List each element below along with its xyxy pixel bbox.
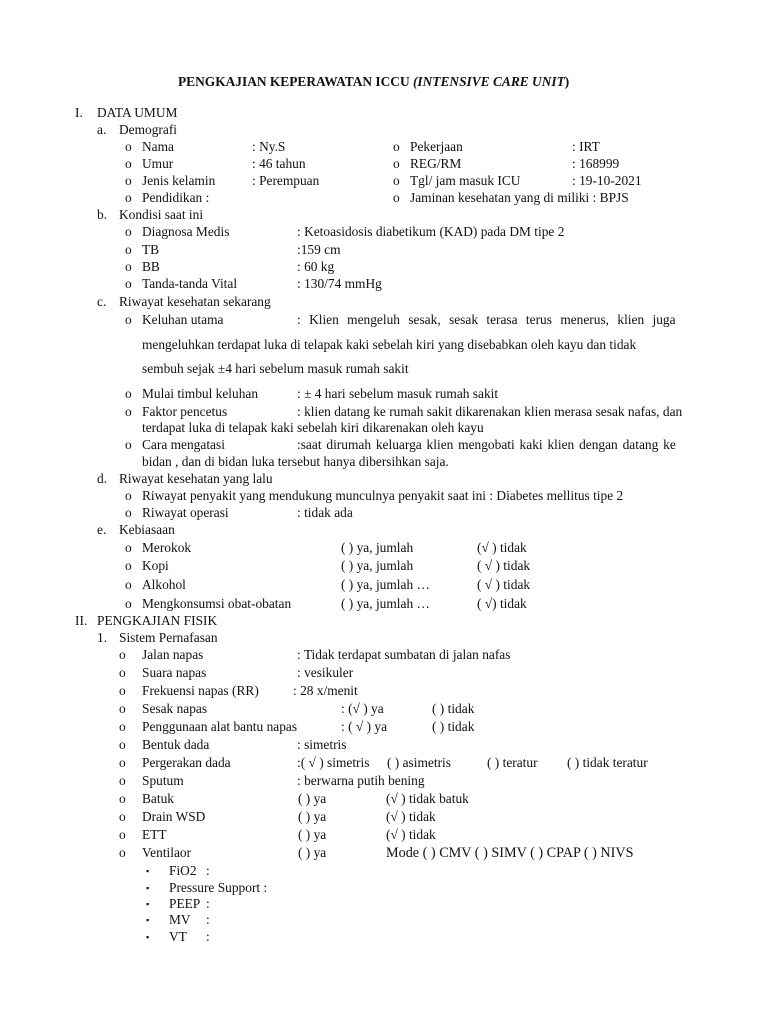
subsection-d-letter: d. — [97, 471, 108, 486]
bullet-circle-icon: o — [125, 259, 132, 274]
section-1-heading: DATA UMUM — [97, 105, 178, 120]
frekuensi-value: : 28 x/menit — [293, 683, 358, 698]
subsection-1-number: 1. — [97, 630, 108, 645]
keluhan-line-2: mengeluhkan terdapat luka di telapak kaki sebelah kiri yang disebabkan oleh kayu dan tidak — [142, 337, 637, 352]
bullet-circle-icon: o — [125, 437, 132, 452]
bullet-circle-icon: o — [119, 719, 126, 734]
bullet-circle-icon: o — [119, 701, 126, 716]
bullet-circle-icon: o — [125, 540, 132, 555]
mv-colon: : — [206, 912, 210, 927]
bb-value: : 60 kg — [297, 259, 335, 274]
drain-wsd-ya: ( ) ya — [298, 809, 327, 824]
diagnosa-value: : Ketoasidosis diabetikum (KAD) pada DM tipe 2 — [297, 224, 565, 239]
bullet-square-icon: ▪ — [146, 883, 150, 893]
pressure-support-label: Pressure Support : — [169, 880, 268, 895]
suara-napas-value: : vesikuler — [297, 665, 354, 680]
bullet-circle-icon: o — [119, 845, 126, 860]
faktor-label: Faktor pencetus — [142, 404, 228, 419]
peep-colon: : — [206, 896, 210, 911]
bullet-circle-icon: o — [125, 139, 132, 154]
bullet-circle-icon: o — [119, 737, 126, 752]
merokok-tidak: (√ ) tidak — [477, 540, 527, 555]
reg-label: REG/RM — [410, 156, 462, 171]
sesak-napas-ya: : (√ ) ya — [341, 701, 384, 716]
operasi-label: Riwayat operasi — [142, 505, 229, 520]
bullet-circle-icon: o — [125, 190, 132, 205]
diagnosa-label: Diagnosa Medis — [142, 224, 230, 239]
sesak-napas-tidak: ( ) tidak — [432, 701, 475, 716]
bullet-circle-icon: o — [393, 139, 400, 154]
fio2-label: FiO2 — [169, 863, 197, 878]
umur-label: Umur — [142, 156, 174, 171]
nama-label: Nama — [142, 139, 174, 154]
alkohol-tidak: ( √ ) tidak — [477, 577, 531, 592]
keluhan-line-1: : Klien mengeluh sesak, sesak terasa terus menerus, klien juga — [297, 312, 676, 327]
kopi-ya: ( ) ya, jumlah — [341, 558, 414, 573]
obat-label: Mengkonsumsi obat-obatan — [142, 596, 292, 611]
section-1-number: I. — [75, 105, 83, 120]
bullet-circle-icon: o — [119, 665, 126, 680]
sputum-label: Sputum — [142, 773, 184, 788]
subsection-b-letter: b. — [97, 207, 108, 222]
alat-bantu-label: Penggunaan alat bantu napas — [142, 719, 298, 734]
kopi-tidak: ( √ ) tidak — [477, 558, 531, 573]
bullet-circle-icon: o — [125, 242, 132, 257]
ventilator-ya: ( ) ya — [298, 845, 327, 860]
bullet-circle-icon: o — [125, 386, 132, 401]
cara-label: Cara mengatasi — [142, 437, 225, 452]
jalan-napas-value: : Tidak terdapat sumbatan di jalan nafas — [297, 647, 511, 662]
sesak-napas-label: Sesak napas — [142, 701, 208, 716]
ett-ya: ( ) ya — [298, 827, 327, 842]
bullet-circle-icon: o — [119, 827, 126, 842]
drain-wsd-tidak: (√ ) tidak — [386, 809, 436, 824]
bullet-circle-icon: o — [125, 558, 132, 573]
subsection-1-heading: Sistem Pernafasan — [119, 630, 218, 645]
vt-colon: : — [206, 929, 210, 944]
operasi-value: : tidak ada — [297, 505, 353, 520]
alkohol-label: Alkohol — [142, 577, 186, 592]
ventilator-mode: Mode ( ) CMV ( ) SIMV ( ) CPAP ( ) NIVS — [386, 845, 634, 861]
drain-wsd-label: Drain WSD — [142, 809, 206, 824]
bullet-circle-icon: o — [119, 647, 126, 662]
pekerjaan-label: Pekerjaan — [410, 139, 463, 154]
mulai-label: Mulai timbul keluhan — [142, 386, 259, 401]
faktor-line-2: terdapat luka di telapak kaki sebelah kiri dikarenakan oleh kayu — [142, 420, 484, 435]
bullet-circle-icon: o — [125, 488, 132, 503]
pergerakan-teratur: ( ) teratur — [487, 755, 538, 770]
bullet-circle-icon: o — [119, 773, 126, 788]
suara-napas-label: Suara napas — [142, 665, 207, 680]
obat-ya: ( ) ya, jumlah … — [341, 596, 430, 611]
frekuensi-label: Frekuensi napas (RR) — [142, 683, 259, 698]
bullet-circle-icon: o — [119, 755, 126, 770]
bullet-circle-icon: o — [393, 156, 400, 171]
bullet-circle-icon: o — [125, 596, 132, 611]
pergerakan-tidak-teratur: ( ) tidak teratur — [567, 755, 648, 770]
ttv-label: Tanda-tanda Vital — [142, 276, 238, 291]
bullet-square-icon: ▪ — [146, 899, 150, 909]
merokok-ya: ( ) ya, jumlah — [341, 540, 414, 555]
vt-label: VT — [169, 929, 187, 944]
sputum-value: : berwarna putih bening — [297, 773, 425, 788]
pergerakan-dada-label: Pergerakan dada — [142, 755, 231, 770]
bentuk-dada-label: Bentuk dada — [142, 737, 210, 752]
pergerakan-simetris: :( √ ) simetris — [297, 755, 370, 770]
alkohol-ya: ( ) ya, jumlah … — [341, 577, 430, 592]
reg-value: : 168999 — [572, 156, 620, 171]
bullet-circle-icon: o — [125, 312, 132, 327]
bb-label: BB — [142, 259, 160, 274]
bullet-circle-icon: o — [125, 156, 132, 171]
keluhan-line-3: sembuh sejak ±4 hari sebelum masuk rumah sakit — [142, 361, 409, 376]
subsection-c-heading: Riwayat kesehatan sekarang — [119, 294, 271, 309]
bullet-circle-icon: o — [393, 173, 400, 188]
tgl-masuk-label: Tgl/ jam masuk ICU — [410, 173, 521, 188]
subsection-b-heading: Kondisi saat ini — [119, 207, 204, 222]
fio2-colon: : — [206, 863, 210, 878]
jalan-napas-label: Jalan napas — [142, 647, 204, 662]
subsection-a-letter: a. — [97, 122, 107, 137]
batuk-tidak: (√ ) tidak batuk — [386, 791, 469, 806]
subsection-d-heading: Riwayat kesehatan yang lalu — [119, 471, 273, 486]
subsection-c-letter: c. — [97, 294, 107, 309]
bullet-circle-icon: o — [119, 791, 126, 806]
jenis-kelamin-label: Jenis kelamin — [142, 173, 216, 188]
ett-label: ETT — [142, 827, 167, 842]
tb-label: TB — [142, 242, 160, 257]
bullet-circle-icon: o — [125, 276, 132, 291]
obat-tidak: ( √) tidak — [477, 596, 527, 611]
nama-value: : Ny.S — [252, 139, 286, 154]
jaminan-label: Jaminan kesehatan yang di miliki : BPJS — [410, 190, 629, 205]
batuk-label: Batuk — [142, 791, 174, 806]
bullet-circle-icon: o — [119, 809, 126, 824]
kopi-label: Kopi — [142, 558, 169, 573]
bullet-circle-icon: o — [119, 683, 126, 698]
alat-bantu-ya: : ( √ ) ya — [341, 719, 388, 734]
cara-line-2: bidan , dan di bidan luka tersebut hanya dibersihkan saja. — [142, 454, 449, 469]
section-2-heading: PENGKAJIAN FISIK — [97, 613, 218, 628]
subsection-e-letter: e. — [97, 522, 107, 537]
tgl-masuk-value: : 19-10-2021 — [572, 173, 642, 188]
subsection-e-heading: Kebiasaan — [119, 522, 175, 537]
faktor-line-1: : klien datang ke rumah sakit dikarenakan klien merasa sesak nafas, dan — [297, 404, 683, 419]
merokok-label: Merokok — [142, 540, 192, 555]
bullet-circle-icon: o — [393, 190, 400, 205]
ventilator-label: Ventilaor — [142, 845, 192, 860]
ttv-value: : 130/74 mmHg — [297, 276, 382, 291]
bentuk-dada-value: : simetris — [297, 737, 347, 752]
bullet-square-icon: ▪ — [146, 915, 150, 925]
pekerjaan-value: : IRT — [572, 139, 600, 154]
jenis-kelamin-value: : Perempuan — [252, 173, 320, 188]
keluhan-label: Keluhan utama — [142, 312, 224, 327]
pendidikan-label: Pendidikan : — [142, 190, 210, 205]
alat-bantu-tidak: ( ) tidak — [432, 719, 475, 734]
riwayat-penyakit-text: Riwayat penyakit yang mendukung munculnya penyakit saat ini : Diabetes mellitus tipe 2 — [142, 488, 624, 503]
ett-tidak: (√ ) tidak — [386, 827, 436, 842]
page-title: PENGKAJIAN KEPERAWATAN ICCU (INTENSIVE CARE UNIT) — [178, 74, 570, 89]
tb-value: :159 cm — [297, 242, 341, 257]
bullet-circle-icon: o — [125, 577, 132, 592]
bullet-circle-icon: o — [125, 505, 132, 520]
subsection-a-heading: Demografi — [119, 122, 178, 137]
cara-line-1: :saat dirumah keluarga klien mengobati kaki klien dengan datang ke — [297, 437, 676, 452]
bullet-square-icon: ▪ — [146, 866, 150, 876]
pergerakan-asimetris: ( ) asimetris — [387, 755, 451, 770]
bullet-circle-icon: o — [125, 404, 132, 419]
umur-value: : 46 tahun — [252, 156, 306, 171]
batuk-ya: ( ) ya — [298, 791, 327, 806]
bullet-circle-icon: o — [125, 224, 132, 239]
peep-label: PEEP — [169, 896, 201, 911]
bullet-square-icon: ▪ — [146, 932, 150, 942]
bullet-circle-icon: o — [125, 173, 132, 188]
mulai-value: : ± 4 hari sebelum masuk rumah sakit — [297, 386, 499, 401]
section-2-number: II. — [75, 613, 88, 628]
mv-label: MV — [169, 912, 191, 927]
